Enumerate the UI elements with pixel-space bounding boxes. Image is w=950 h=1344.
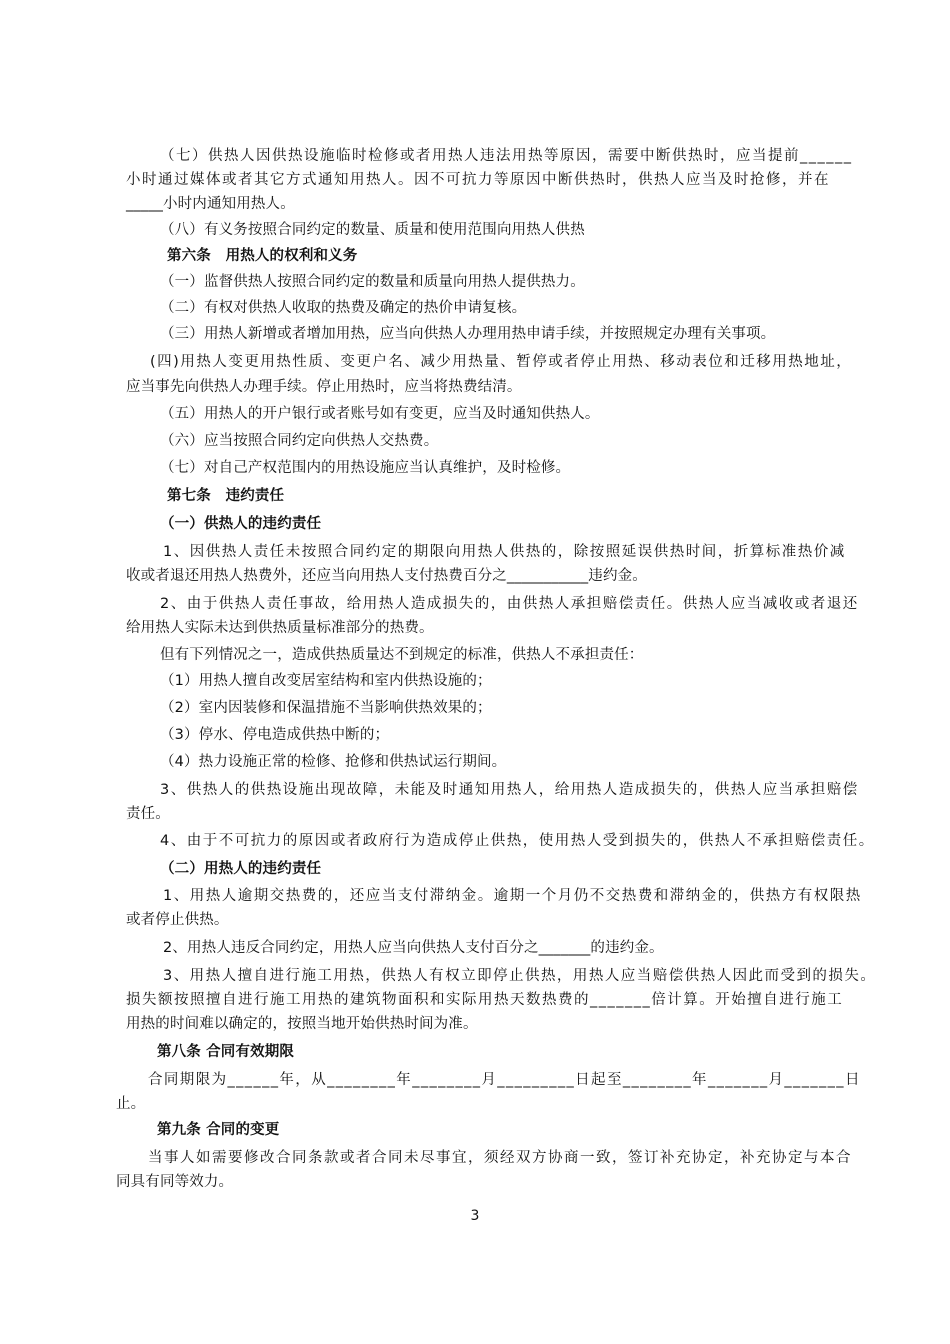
clause-7-1-1-line-1: 1、因供热人责任未按照合同约定的期限向用热人供热的，除按照延误供热时间，折算标准热价减 xyxy=(163,544,846,560)
clause-6-5: （五）用热人的开户银行或者账号如有变更，应当及时通知供热人。 xyxy=(160,406,600,422)
clause-7-1-2-line-2: 给用热人实际未达到供热质量标准部分的热费。 xyxy=(126,620,434,636)
clause-7-2-3-line-3: 用热的时间难以确定的，按照当地开始供热时间为准。 xyxy=(126,1016,478,1032)
clause-5-7-line-3: _____小时内通知用热人。 xyxy=(126,196,295,212)
article-6-heading: 第六条 用热人的权利和义务 xyxy=(167,248,358,264)
clause-7-1-1-line-2: 收或者退还用热人热费外，还应当向用热人支付热费百分之___________违约金。 xyxy=(126,568,647,584)
clause-5-7-line-2: 小时通过媒体或者其它方式通知用热人。因不可抗力等原因中断供热时，供热人应当及时抢修，并在 xyxy=(126,172,830,188)
clause-7-2-2: 2、用热人违反合同约定，用热人应当向供热人支付百分之_______的违约金。 xyxy=(163,940,664,956)
clause-7-2-1-line-1: 1、用热人逾期交热费的，还应当支付滞纳金。逾期一个月仍不交热费和滞纳金的，供热方有权限热 xyxy=(163,888,862,904)
section-7-2-heading: （二）用热人的违约责任 xyxy=(160,861,322,877)
clause-7-2-3-line-2: 损失额按照擅自进行施工用热的建筑物面积和实际用热天数热费的_______倍计算。开始擅自进行施工 xyxy=(126,992,844,1008)
exemption-item-3: （3）停水、停电造成供热中断的； xyxy=(160,727,390,743)
contract-term-line-2: 止。 xyxy=(116,1096,146,1112)
clause-6-1: （一）监督供热人按照合同约定的数量和质量向用热人提供热力。 xyxy=(160,274,585,290)
clause-7-1-2-line-1: 2、由于供热人责任事故，给用热人造成损失的，由供热人承担赔偿责任。供热人应当减收或者退还 xyxy=(160,596,859,612)
clause-7-1-4: 4、由于不可抗力的原因或者政府行为造成停止供热，使用热人受到损失的，供热人不承担赔偿责任。 xyxy=(160,833,875,849)
contract-term-line-1: 合同期限为______年，从________年________月_________日起至________年_______月_______日 xyxy=(148,1072,861,1088)
clause-7-2-3-line-1: 3、用热人擅自进行施工用热，供热人有权立即停止供热，用热人应当赔偿供热人因此而受到的损失。 xyxy=(163,968,877,984)
clause-7-2-1-line-2: 或者停止供热。 xyxy=(126,912,229,928)
clause-7-1-3-line-2: 责任。 xyxy=(126,806,170,822)
clause-5-7-line-1: （七）供热人因供热设施临时检修或者用热人违法用热等原因，需要中断供热时，应当提前______ xyxy=(160,148,853,164)
clause-6-2: （二）有权对供热人收取的热费及确定的热价申请复核。 xyxy=(160,300,527,316)
article-9-text-line-1: 当事人如需要修改合同条款或者合同未尽事宜，须经双方协商一致，签订补充协定，补充协定与本合 xyxy=(148,1150,852,1166)
clause-7-1-3-line-1: 3、供热人的供热设施出现故障，未能及时通知用热人，给用热人造成损失的，供热人应当承担赔偿 xyxy=(160,782,859,798)
article-9-text-line-2: 同具有同等效力。 xyxy=(116,1174,234,1190)
exemption-item-1: （1）用热人擅自改变居室结构和室内供热设施的； xyxy=(160,673,492,689)
clause-6-4-line-2: 应当事先向供热人办理手续。停止用热时，应当将热费结清。 xyxy=(126,379,522,395)
clause-6-6: （六）应当按照合同约定向供热人交热费。 xyxy=(160,433,439,449)
clause-6-4-line-1: (四)用热人变更用热性质、变更户名、减少用热量、暂停或者停止用热、移动表位和迁移用热地址， xyxy=(150,354,853,370)
article-8-heading: 第八条 合同有效期限 xyxy=(157,1044,295,1060)
clause-6-7: （七）对自己产权范围内的用热设施应当认真维护，及时检修。 xyxy=(160,460,571,476)
article-7-heading: 第七条 违约责任 xyxy=(167,488,285,504)
page-number: 3 xyxy=(470,1208,480,1224)
clause-5-8: （八）有义务按照合同约定的数量、质量和使用范围向用热人供热 xyxy=(160,222,585,238)
section-7-1-heading: （一）供热人的违约责任 xyxy=(160,516,322,532)
clause-6-3: （三）用热人新增或者增加用热，应当向供热人办理用热申请手续，并按照规定办理有关事项。 xyxy=(160,326,776,342)
exemption-item-4: （4）热力设施正常的检修、抢修和供热试运行期间。 xyxy=(160,754,507,770)
article-9-heading: 第九条 合同的变更 xyxy=(157,1122,280,1138)
exemption-item-2: （2）室内因装修和保温措施不当影响供热效果的； xyxy=(160,700,492,716)
exemption-intro: 但有下列情况之一，造成供热质量达不到规定的标准，供热人不承担责任： xyxy=(160,647,644,663)
